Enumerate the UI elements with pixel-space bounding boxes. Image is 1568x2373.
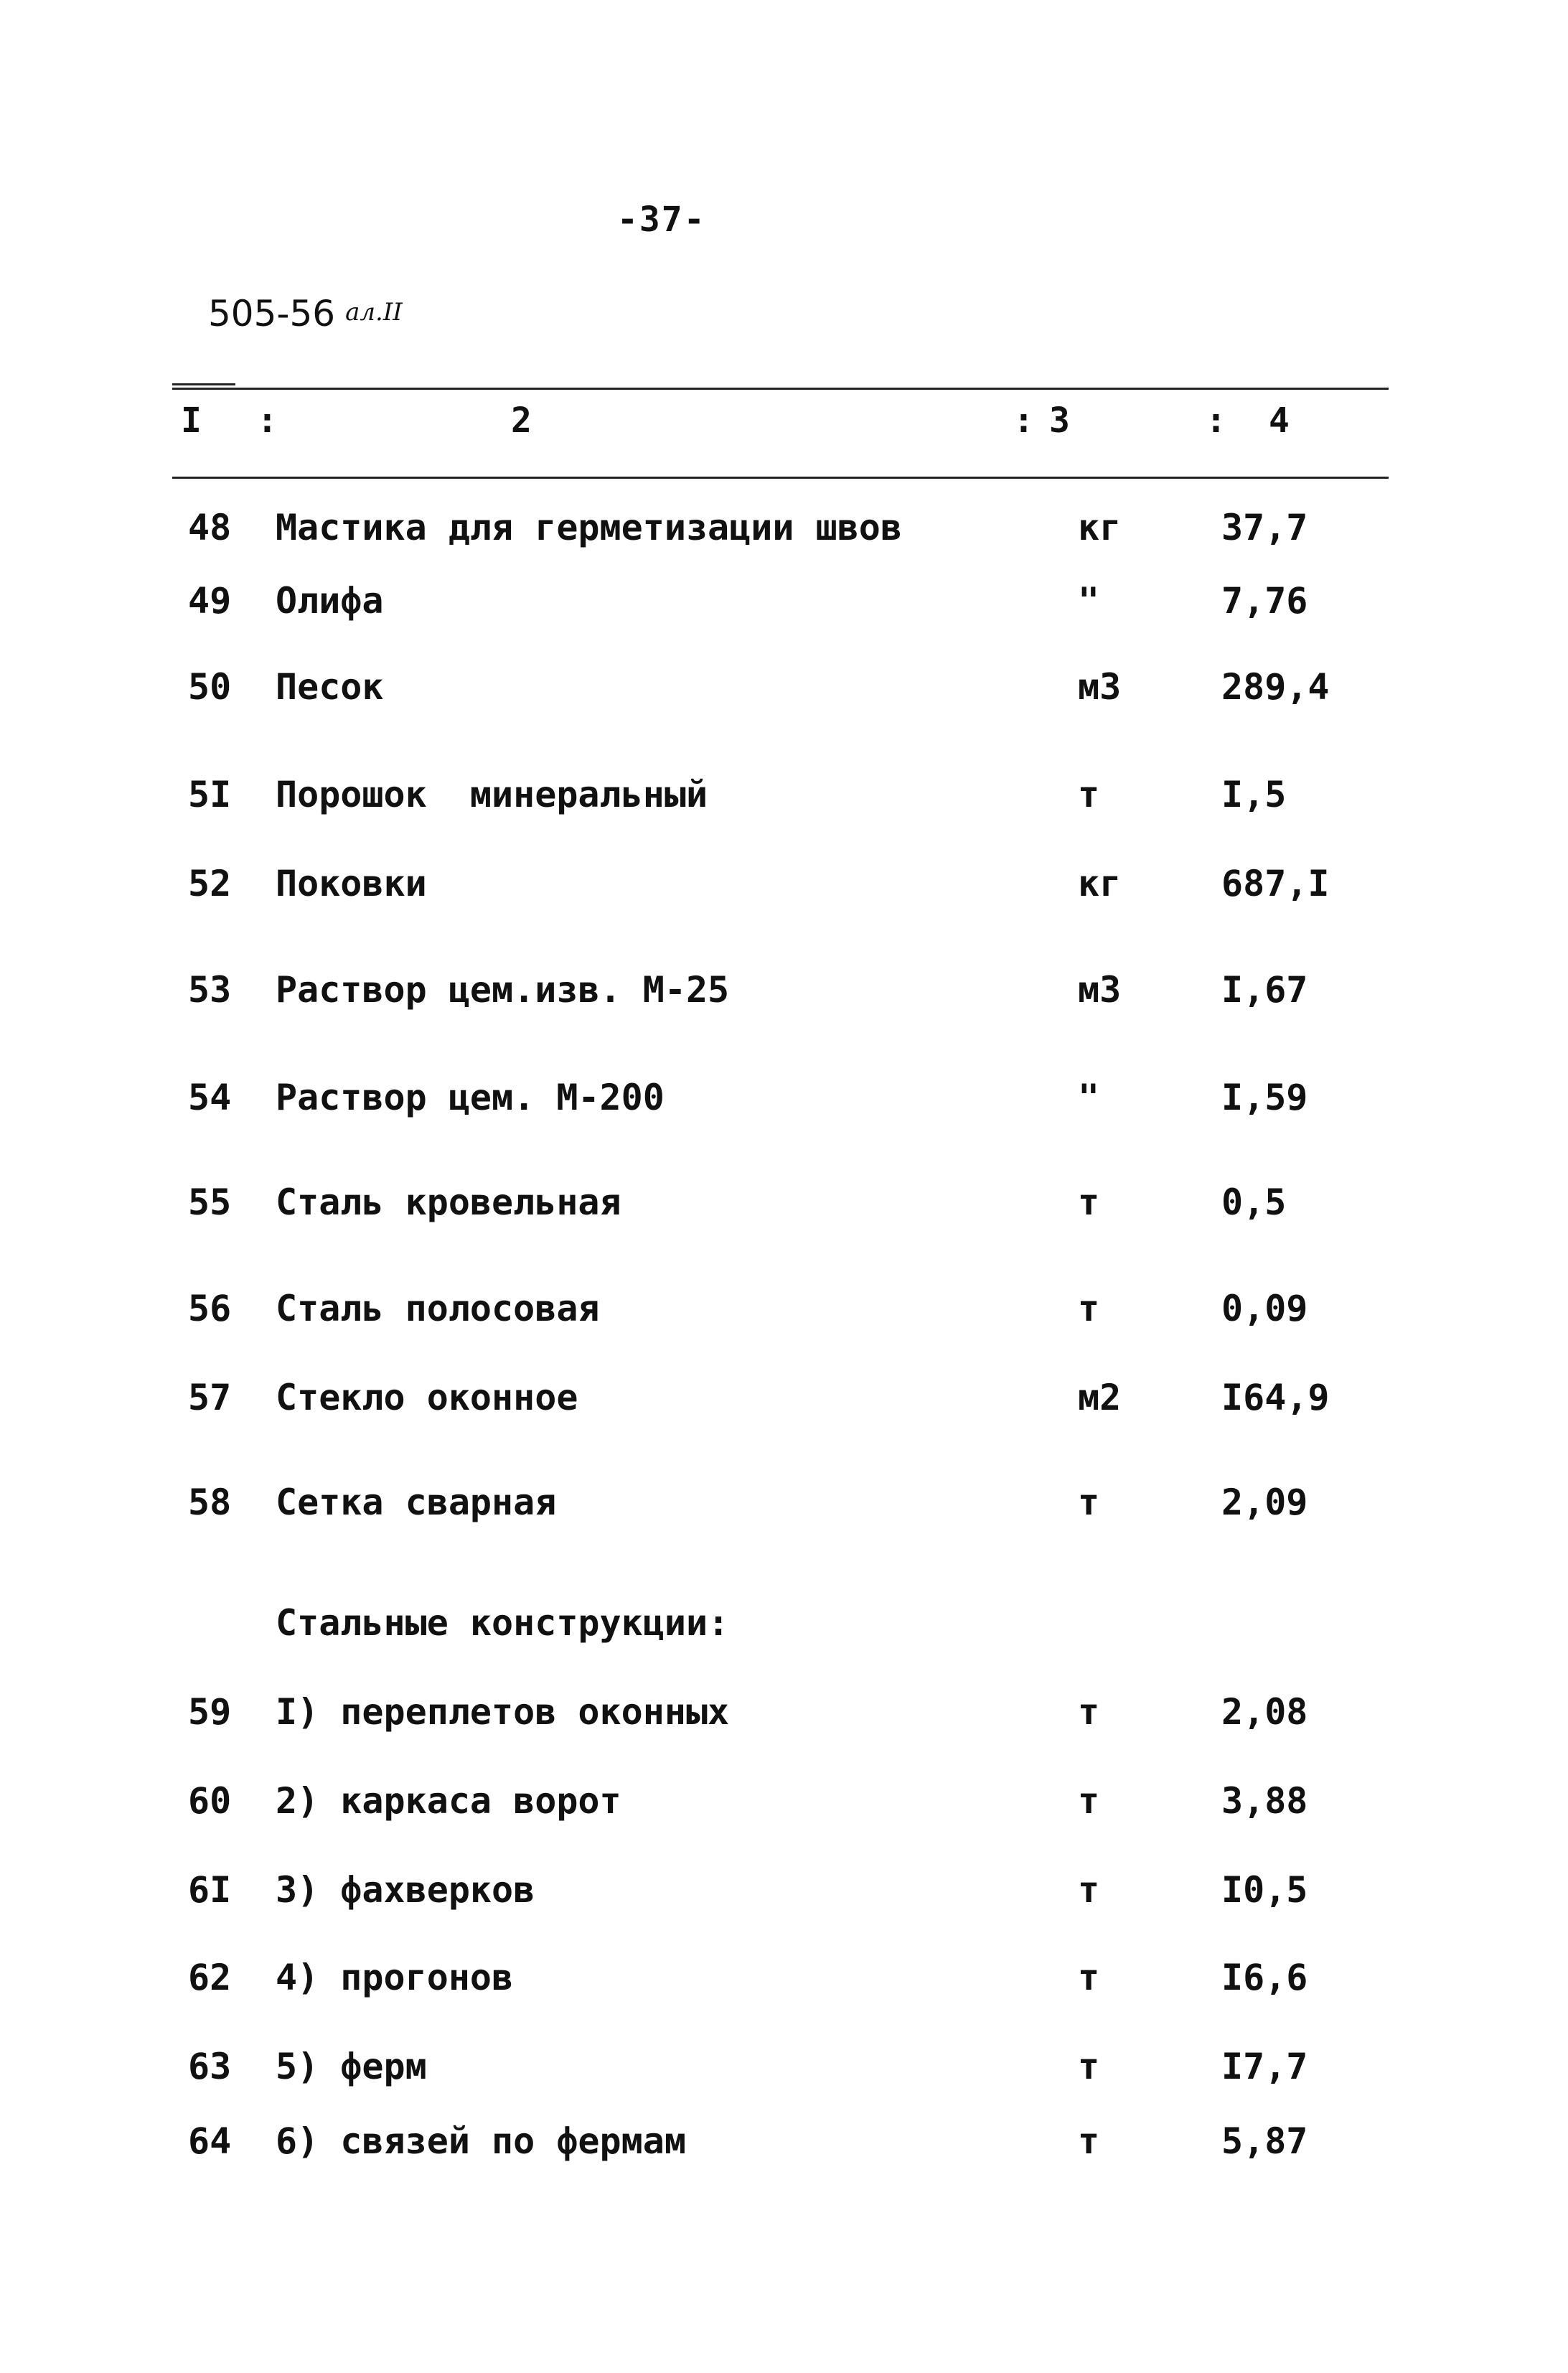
material-name: Поковки [276, 863, 427, 904]
row-number: 63 [188, 2046, 232, 2087]
quantity: 7,76 [1221, 580, 1308, 622]
material-name: Раствор цем.изв. М-25 [276, 969, 730, 1011]
table-row [0, 580, 1568, 630]
unit: т [1078, 1957, 1100, 1998]
unit: т [1078, 2046, 1100, 2087]
table-row [0, 1780, 1568, 1830]
unit: т [1078, 1780, 1100, 1822]
page-number: -37- [617, 200, 706, 240]
row-number: 49 [188, 580, 232, 622]
material-name: Олифа [276, 580, 384, 622]
table-row [0, 863, 1568, 913]
row-number: 48 [188, 507, 232, 548]
material-name: Порошок минеральный [276, 774, 708, 815]
unit: т [1078, 1181, 1100, 1223]
material-name: Раствор цем. М-200 [276, 1077, 665, 1118]
section-heading: Стальные конструкции: [276, 1602, 730, 1644]
unit: м2 [1078, 1377, 1122, 1418]
material-name: Песок [276, 666, 384, 708]
row-number: 53 [188, 969, 232, 1011]
table-row [0, 1869, 1568, 1919]
row-number: 52 [188, 863, 232, 904]
row-number: 55 [188, 1181, 232, 1223]
material-name: Сталь кровельная [276, 1181, 621, 1223]
row-number: 58 [188, 1482, 232, 1523]
row-number: 59 [188, 1691, 232, 1733]
table-header-rule [172, 477, 1389, 479]
row-number: 57 [188, 1377, 232, 1418]
unit: т [1078, 1288, 1100, 1329]
header-col-1: I [181, 401, 202, 441]
quantity: 0,5 [1221, 1181, 1287, 1223]
unit: т [1078, 2120, 1100, 2162]
document-code-printed: 505-56 [208, 293, 336, 334]
document-code-handwritten: ал.II [345, 298, 403, 327]
unit: кг [1078, 863, 1122, 904]
quantity: I7,7 [1221, 2046, 1308, 2087]
unit: кг [1078, 507, 1122, 548]
unit: м3 [1078, 666, 1122, 708]
material-name: 3) фахверков [276, 1869, 535, 1911]
table-row [0, 507, 1568, 557]
material-name: Сетка сварная [276, 1482, 557, 1523]
header-separator-3: : [1013, 401, 1034, 441]
table-row [0, 666, 1568, 716]
material-name: I) переплетов оконных [276, 1691, 730, 1733]
row-number: 54 [188, 1077, 232, 1118]
table-row [0, 1288, 1568, 1338]
quantity: 37,7 [1221, 507, 1308, 548]
header-col-2: 2 [511, 401, 532, 441]
row-number: 60 [188, 1780, 232, 1822]
material-name: 5) ферм [276, 2046, 427, 2087]
header-separator-4: : [1206, 401, 1226, 441]
document-code [208, 293, 403, 334]
row-number: 64 [188, 2120, 232, 2162]
unit: м3 [1078, 969, 1122, 1011]
quantity: I,59 [1221, 1077, 1308, 1118]
unit: т [1078, 774, 1100, 815]
header-separator-1: : [257, 401, 278, 441]
quantity: 0,09 [1221, 1288, 1308, 1329]
row-number: 62 [188, 1957, 232, 1998]
table-row [0, 2120, 1568, 2171]
header-col-4: 4 [1269, 401, 1290, 441]
material-name: Стекло оконное [276, 1377, 578, 1418]
table-row [0, 969, 1568, 1019]
quantity: 2,09 [1221, 1482, 1308, 1523]
quantity: 5,87 [1221, 2120, 1308, 2162]
header-col-3: 3 [1049, 401, 1070, 441]
table-top-rule [172, 388, 1389, 390]
quantity: 687,I [1221, 863, 1330, 904]
material-name: Мастика для герметизации швов [276, 507, 902, 548]
material-name: 6) связей по фермам [276, 2120, 686, 2162]
quantity: I6,6 [1221, 1957, 1308, 1998]
quantity: 289,4 [1221, 666, 1330, 708]
table-row [0, 1077, 1568, 1127]
row-number: 6I [188, 1869, 232, 1911]
material-name: Сталь полосовая [276, 1288, 600, 1329]
quantity: 3,88 [1221, 1780, 1308, 1822]
table-row [0, 1691, 1568, 1741]
material-name: 2) каркаса ворот [276, 1780, 621, 1822]
quantity: I64,9 [1221, 1377, 1330, 1418]
quantity: I,67 [1221, 969, 1308, 1011]
unit: т [1078, 1691, 1100, 1733]
row-number: 5I [188, 774, 232, 815]
quantity: 2,08 [1221, 1691, 1308, 1733]
unit: " [1078, 580, 1100, 622]
row-number: 56 [188, 1288, 232, 1329]
table-row [0, 1482, 1568, 1532]
table-row [0, 1377, 1568, 1427]
material-name: 4) прогонов [276, 1957, 514, 1998]
unit: т [1078, 1482, 1100, 1523]
unit: " [1078, 1077, 1100, 1118]
quantity: I,5 [1221, 774, 1287, 815]
quantity: I0,5 [1221, 1869, 1308, 1911]
table-row [0, 1957, 1568, 2007]
unit: т [1078, 1869, 1100, 1911]
row-number: 50 [188, 666, 232, 708]
table-row [0, 1181, 1568, 1232]
table-header-mark [172, 383, 235, 385]
table-row [0, 2046, 1568, 2096]
table-row [0, 774, 1568, 824]
